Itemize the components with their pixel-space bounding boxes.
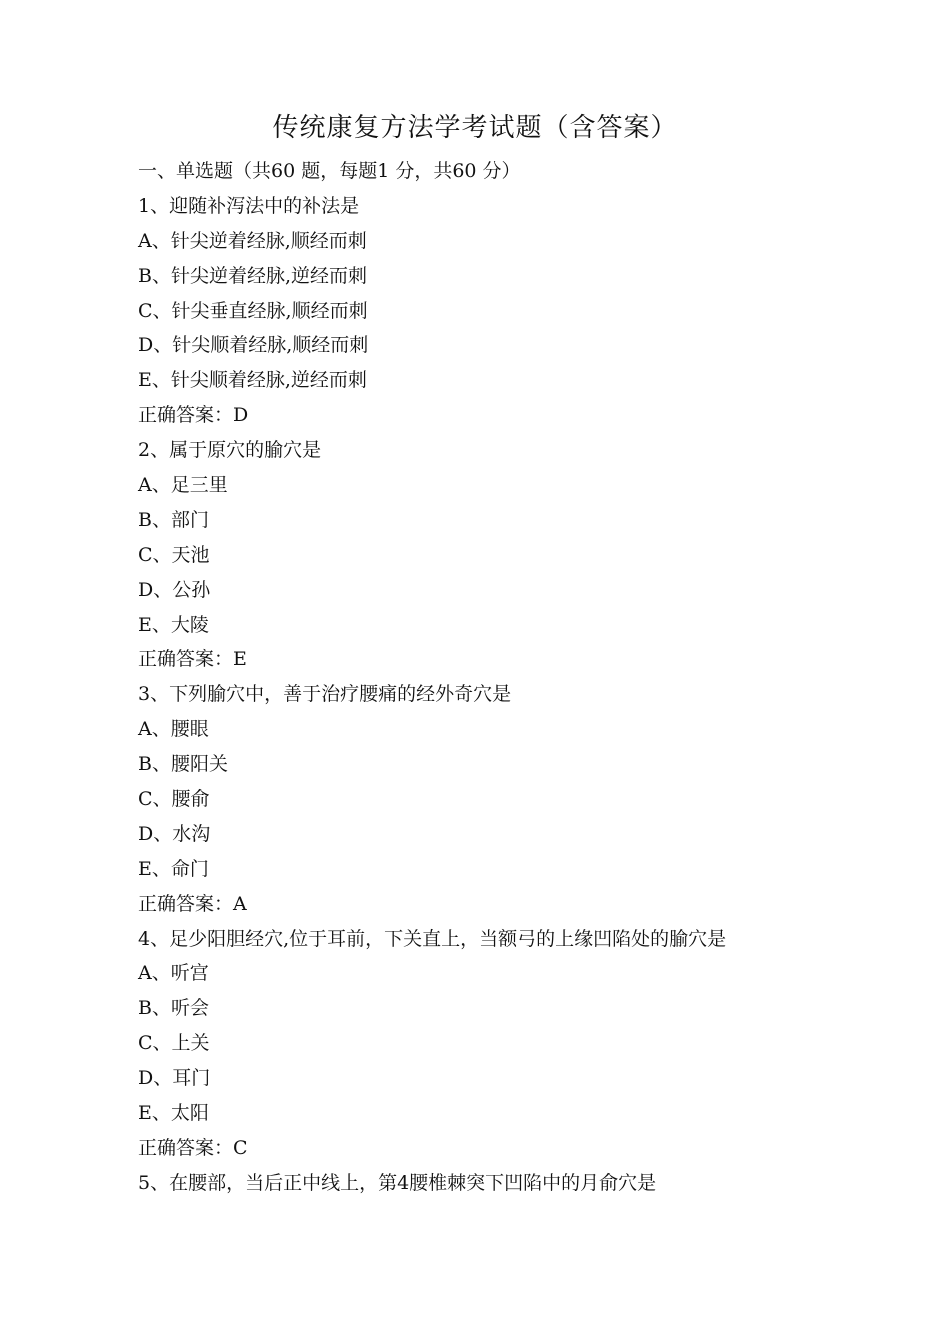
option-b: B、部门 [138,508,209,531]
question-1 [138,189,838,433]
question-stem: 5、在腰部，当后正中线上，第4腰椎棘突下凹陷中的月俞穴是 [138,1171,657,1194]
option-d: D、公孙 [138,578,211,601]
question-3 [138,677,838,921]
option-a: A、听宫 [138,962,209,985]
correct-answer: 正确答案：C [138,1136,248,1159]
correct-answer: 正确答案：D [138,404,249,427]
option-e: E、命门 [138,857,209,880]
option-e: E、大陵 [138,613,209,636]
option-e: E、针尖顺着经脉,逆经而刺 [138,369,367,392]
option-e: E、太阳 [138,1102,209,1125]
document-title: 传统康复方法学考试题（含答案） [272,113,678,143]
option-b: B、针尖逆着经脉,逆经而刺 [138,264,368,287]
option-a: A、腰眼 [138,718,209,741]
option-d: D、耳门 [138,1067,211,1090]
section-header: 一、单选题（共60 题，每题1 分，共60 分） [138,160,521,182]
question-5 [138,1166,838,1201]
option-b: B、腰阳关 [138,753,228,776]
correct-answer: 正确答案：A [138,892,247,915]
option-c: C、腰俞 [138,788,210,811]
option-d: D、针尖顺着经脉,顺经而刺 [138,334,369,357]
question-stem: 3、下列腧穴中，善于治疗腰痛的经外奇穴是 [138,683,512,706]
question-stem: 1、迎随补泻法中的补法是 [138,194,360,217]
option-d: D、水沟 [138,822,211,845]
document-body [138,154,838,1201]
option-c: C、上关 [138,1032,210,1055]
option-b: B、听会 [138,997,209,1020]
question-stem: 2、属于原穴的腧穴是 [138,439,322,462]
option-a: A、针尖逆着经脉,顺经而刺 [138,229,367,252]
question-stem: 4、足少阳胆经穴,位于耳前，下关直上，当额弓的上缘凹陷处的腧穴是 [138,927,727,950]
option-a: A、足三里 [138,474,228,497]
option-c: C、针尖垂直经脉,顺经而刺 [138,299,368,322]
question-2 [138,433,838,677]
question-4 [138,922,838,1166]
option-c: C、天池 [138,543,210,566]
correct-answer: 正确答案：E [138,648,247,671]
